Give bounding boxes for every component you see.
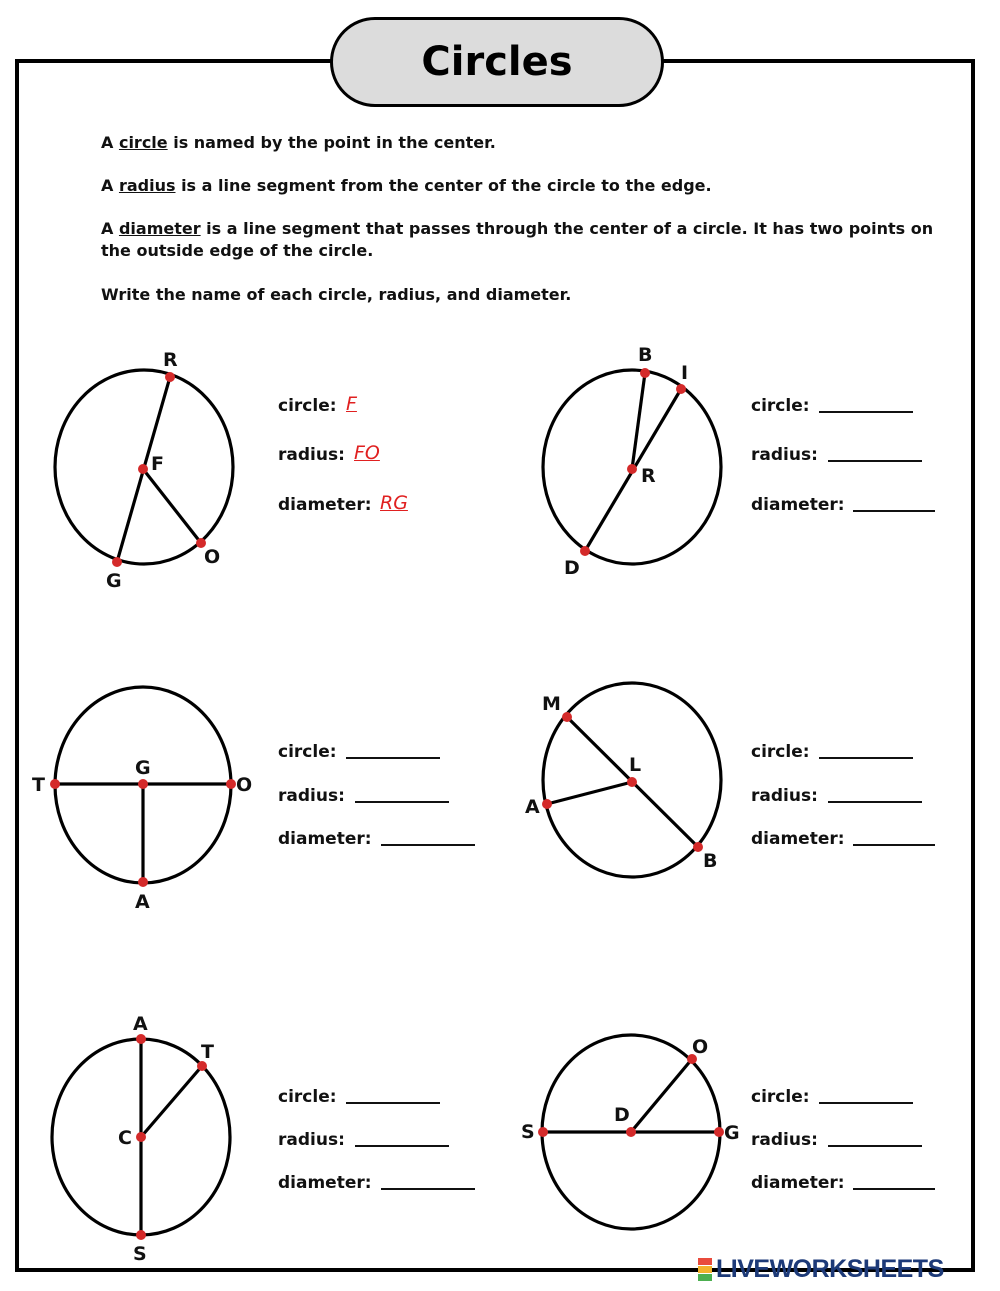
answer-circle-4[interactable] [819, 757, 913, 759]
answer-diameter-2[interactable] [853, 510, 935, 512]
answer-circle-5[interactable] [346, 1102, 440, 1104]
point-label: C [118, 1127, 132, 1149]
diameter-label: diameter: [278, 829, 372, 849]
point-label: T [32, 774, 45, 796]
radius-label: radius: [278, 445, 345, 465]
radius-label: radius: [751, 786, 818, 806]
point-label: A [525, 796, 540, 818]
answer-circle-2[interactable] [819, 411, 913, 413]
circle-label: circle: [751, 396, 810, 416]
answer-circle-1[interactable]: F [346, 393, 357, 415]
answer-radius-6[interactable] [828, 1145, 922, 1147]
point-label: B [638, 344, 653, 366]
answer-radius-4[interactable] [828, 801, 922, 803]
point-label: S [133, 1243, 147, 1265]
point-label: O [692, 1036, 709, 1058]
circle-label: circle: [751, 1087, 810, 1107]
point-label: R [163, 349, 178, 371]
point-label: R [641, 465, 656, 487]
answer-radius-5[interactable] [355, 1145, 449, 1147]
answer-radius-2[interactable] [828, 460, 922, 462]
point-label: M [542, 693, 561, 715]
logo-text: LIVEWORKSHEETS [716, 1254, 944, 1283]
instructions: Write the name of each circle, radius, and diameter. [101, 285, 572, 304]
diameter-label: diameter: [751, 1173, 845, 1193]
term-circle: circle [118, 133, 168, 152]
circle-label: circle: [278, 396, 337, 416]
definition-diameter: A diameter is a line segment that passes through the center of a circle. It has two points on the outside edge of the circle. [101, 219, 934, 260]
point-label: F [151, 453, 164, 475]
point-label: D [614, 1104, 630, 1126]
diameter-label: diameter: [751, 829, 845, 849]
answer-diameter-6[interactable] [853, 1188, 935, 1190]
liveworksheets-logo [698, 1256, 944, 1282]
diameter-label: diameter: [278, 495, 372, 515]
point-label: I [681, 362, 689, 384]
answer-diameter-1[interactable]: RG [380, 492, 408, 514]
answer-radius-3[interactable] [355, 801, 449, 803]
diameter-label: diameter: [751, 495, 845, 515]
answer-diameter-4[interactable] [853, 844, 935, 846]
circle-label: circle: [278, 1087, 337, 1107]
point-label: O [204, 546, 221, 568]
circle-label: circle: [278, 742, 337, 762]
radius-label: radius: [751, 445, 818, 465]
diameter-label: diameter: [278, 1173, 372, 1193]
point-label: A [135, 891, 150, 913]
radius-label: radius: [751, 1130, 818, 1150]
point-label: T [201, 1041, 214, 1063]
term-radius: radius [118, 176, 176, 195]
definition-circle: A circle is named by the point in the center. [101, 133, 496, 152]
radius-label: radius: [278, 786, 345, 806]
liveworksheets-logo-icon [698, 1258, 712, 1281]
point-label: B [703, 850, 718, 872]
point-label: G [135, 757, 151, 779]
point-label: A [133, 1013, 148, 1035]
point-label: G [106, 570, 122, 592]
definition-radius: A radius is a line segment from the center of the circle to the edge. [101, 176, 712, 195]
point-label: D [564, 557, 580, 579]
answer-radius-1[interactable]: FO [354, 442, 380, 464]
term-diameter: diameter [118, 219, 201, 238]
radius-label: radius: [278, 1130, 345, 1150]
point-label: L [629, 754, 642, 776]
page-title: Circles [330, 17, 664, 107]
point-label: O [236, 774, 253, 796]
point-label: G [724, 1122, 740, 1144]
answer-diameter-5[interactable] [381, 1188, 475, 1190]
answer-circle-6[interactable] [819, 1102, 913, 1104]
answer-circle-3[interactable] [346, 757, 440, 759]
point-label: S [521, 1121, 535, 1143]
answer-diameter-3[interactable] [381, 844, 475, 846]
circle-label: circle: [751, 742, 810, 762]
